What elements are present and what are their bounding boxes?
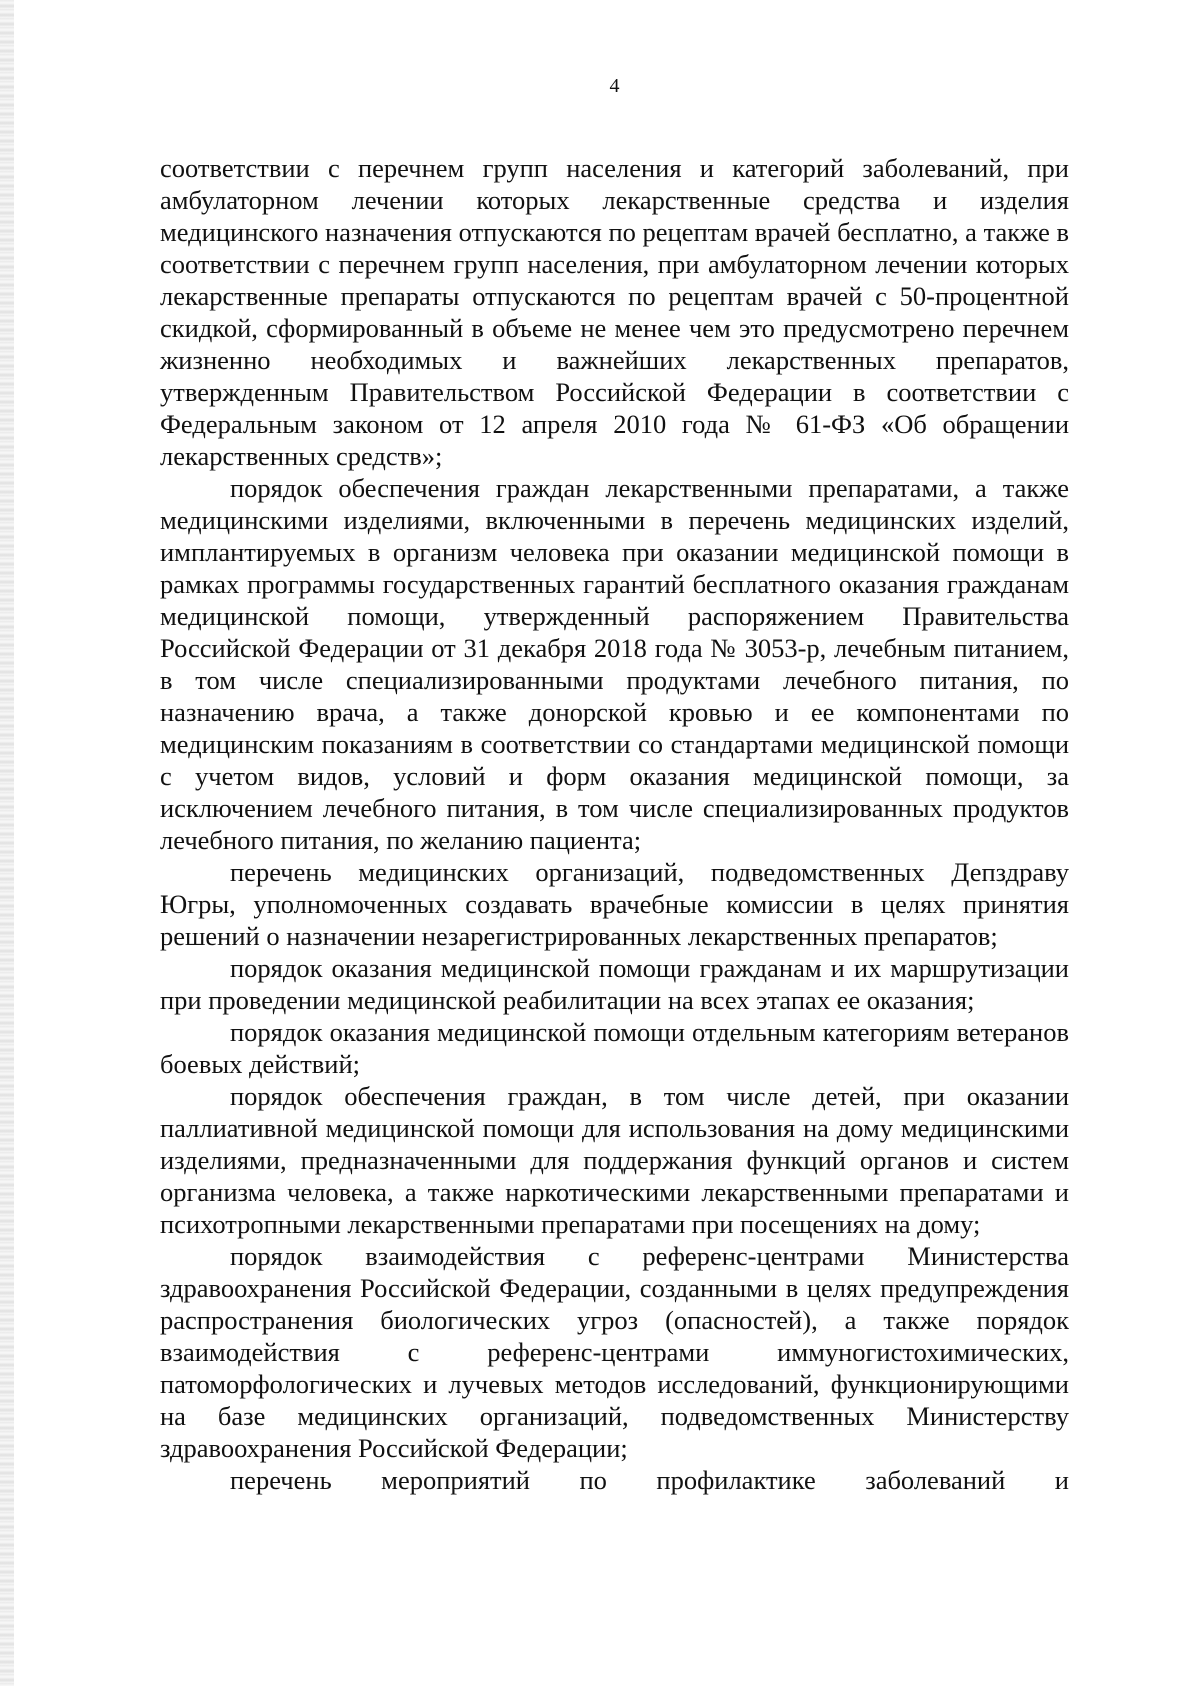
paragraph-palliative-care-order: порядок обеспечения граждан, в том числе детей, при оказании паллиативной медицинской помощи для использования на дому медицинскими изделиями, предназначенными для поддержания функций органов и систем организма человека, а также наркотическими лекарственными препаратами и психотропными лекарственными препаратами при посещениях на дому; [160, 1081, 1069, 1239]
paragraph-medical-devices-order: порядок обеспечения граждан лекарственными препаратами, а также медицинскими изделиями, включенными в перечень медицинских изделий, имплантируемых в организм человека при оказании медицинской помощи в рамках программы государственных гарантий бесплатного оказания гражданам медицинской помощи, утвержденный распоряжением Правительства Российской Федерации от 31 декабря 2018 года № 3053-р, лечебным питанием, в том числе специализированными продуктами лечебного питания, по назначению врача, а также донорской кровью и ее компонентами по медицинским показаниям в соответствии со стандартами медицинской помощи с учетом видов, условий и форм оказания медицинской помощи, за исключением лечебного питания, в том числе специализированных продуктов лечебного питания, по желанию пациента; [160, 473, 1069, 855]
document-body [160, 152, 1069, 1496]
paragraph-drug-provision-continuation: соответствии с перечнем групп населения и категорий заболеваний, при амбулаторном лечении которых лекарственные средства и изделия медицинского назначения отпускаются по рецептам врачей бесплатно, а также в соответствии с перечнем групп населения, при амбулаторном лечении которых лекарственные препараты отпускаются по рецептам врачей с 50-процентной скидкой, сформированный в объеме не менее чем это предусмотрено перечнем жизненно необходимых и важнейших лекарственных препаратов, утвержденным Правительством Российской Федерации в соответствии с Федеральным законом от 12 апреля 2010 года № 61-ФЗ «Об обращении лекарственных средств»; [160, 153, 1069, 471]
scan-edge-shadow [0, 0, 14, 1686]
paragraph-reference-centers-order: порядок взаимодействия с референс-центрами Министерства здравоохранения Российской Федерации, созданными в целях предупреждения распространения биологических угроз (опасностей), а также порядок взаимодействия с референс-центрами иммуногистохимических, патоморфологических и лучевых методов исследований, функционирующими на базе медицинских организаций, подведомственных Министерству здравоохранения Российской Федерации; [160, 1241, 1069, 1463]
paragraph-rehabilitation-order: порядок оказания медицинской помощи гражданам и их маршрутизации при проведении медицинской реабилитации на всех этапах ее оказания; [160, 953, 1069, 1015]
document-page [160, 0, 1069, 1686]
paragraph-prevention-measures: перечень мероприятий по профилактике заболеваний и [230, 1465, 1069, 1495]
page-number: 4 [609, 75, 620, 97]
paragraph-veterans-care-order: порядок оказания медицинской помощи отдельным категориям ветеранов боевых действий; [160, 1017, 1069, 1079]
paragraph-medical-organizations-list: перечень медицинских организаций, подведомственных Депздраву Югры, уполномоченных создавать врачебные комиссии в целях принятия решений о назначении незарегистрированных лекарственных препаратов; [160, 857, 1069, 951]
